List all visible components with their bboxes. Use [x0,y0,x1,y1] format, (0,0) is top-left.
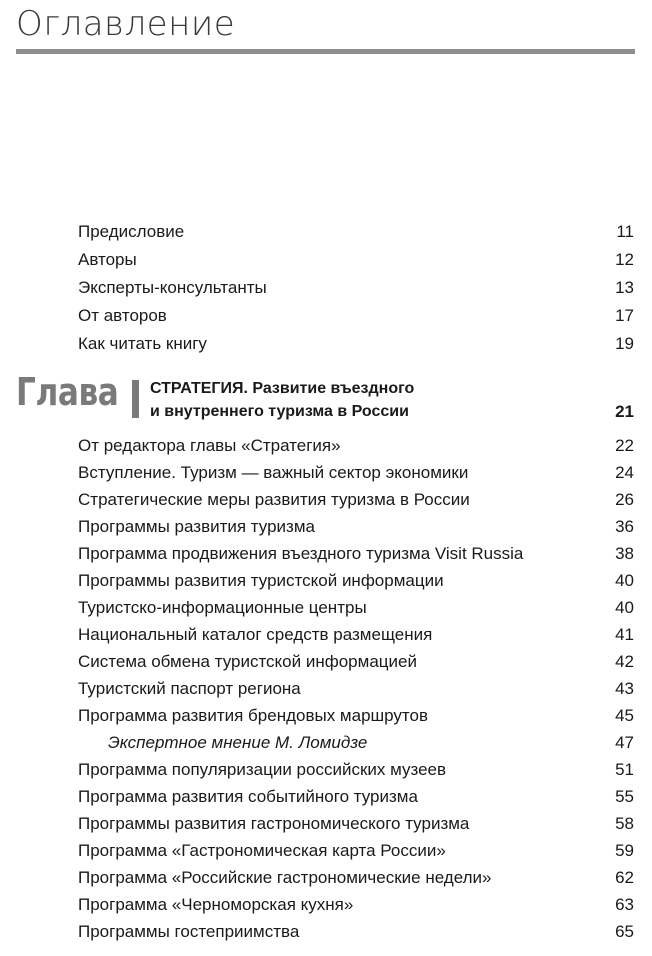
toc-entry-page: 26 [615,490,634,509]
toc-entry-page: 65 [615,922,634,941]
toc-entry[interactable] [78,811,634,837]
toc-entry-page: 51 [615,760,634,779]
toc-entry-page: 40 [615,598,634,617]
toc-entry-title: Национальный каталог средств размещения [78,625,433,644]
toc-entry-title: Программы развития туристской информации [78,571,444,590]
title-divider [16,49,635,54]
toc-entry-page: 11 [616,222,634,241]
toc-entry[interactable] [78,649,634,675]
chapter-number-bar [132,380,139,418]
toc-entry-title: Программа продвижения въездного туризма Visit Russia [78,544,524,563]
page-title: Оглавление [16,4,236,44]
toc-entry-how-to-read[interactable] [78,331,634,357]
toc-entry-page: 43 [615,679,634,698]
toc-entry[interactable] [78,433,634,459]
toc-entry[interactable] [78,487,634,513]
toc-entry-page: 41 [615,625,634,644]
toc-entry-page: 59 [615,841,634,860]
toc-entry-page: 62 [615,868,634,887]
chapter-page: 21 [615,402,634,421]
chapter-title-line2: и внутреннего туризма в России [150,403,409,420]
toc-entry-page: 36 [615,517,634,536]
toc-entry-page: 13 [615,278,634,297]
toc-entry-title: Предисловие [78,222,185,241]
toc-entry[interactable] [78,919,634,945]
toc-entry-page: 40 [615,571,634,590]
toc-entry-page: 55 [615,787,634,806]
toc-entry[interactable] [78,703,634,729]
toc-entry-title: Программа «Черноморская кухня» [78,895,354,914]
chapter-title-line1: СТРАТЕГИЯ. Развитие въездного [150,380,415,397]
toc-entry[interactable] [78,595,634,621]
toc-entry-title: Стратегические меры развития туризма в России [78,490,470,509]
toc-entry[interactable] [78,622,634,648]
toc-entry-experts[interactable] [78,275,634,301]
toc-entry-title: Вступление. Туризм — важный сектор экономики [78,463,469,482]
toc-entry-title: Программы развития туризма [78,517,315,536]
toc-entry-authors[interactable] [78,247,634,273]
toc-entry-page: 38 [615,544,634,563]
toc-entry-title: Эксперты-консультанты [78,278,267,297]
toc-entry-page: 12 [615,250,634,269]
toc-entry-page: 42 [615,652,634,671]
toc-entry[interactable] [78,784,634,810]
toc-entry-page: 45 [615,706,634,725]
toc-entry-page: 22 [615,436,634,455]
toc-entry-title: Туристско-информационные центры [78,598,367,617]
toc-entry[interactable] [78,865,634,891]
toc-entry-page: 19 [615,334,634,353]
toc-entry-preface[interactable] [78,219,634,245]
chapter-label: Глава [16,370,119,414]
toc-entry-title: Как читать книгу [78,334,207,353]
toc-entry-from-authors[interactable] [78,303,634,329]
toc-entry-page: 24 [615,463,634,482]
toc-entry[interactable] [78,541,634,567]
toc-entry[interactable] [78,892,634,918]
toc-entry-expert-opinion[interactable] [78,730,634,756]
toc-entry-title: Программа «Российские гастрономические недели» [78,868,492,887]
toc-entry-page: 58 [615,814,634,833]
toc-entry-title: Программа популяризации российских музеев [78,760,447,779]
toc-entry-title: Туристский паспорт региона [78,679,301,698]
toc-entry[interactable] [78,757,634,783]
toc-entry[interactable] [78,838,634,864]
chapter-title[interactable] [150,377,414,423]
toc-entry-title: Программы развития гастрономического туризма [78,814,470,833]
toc-entry-title: Экспертное мнение М. Ломидзе [108,733,368,752]
toc-entry-page: 63 [615,895,634,914]
toc-entry-title: Система обмена туристской информацией [78,652,417,671]
toc-entry-page: 17 [615,306,634,325]
toc-entry-page: 47 [615,733,634,752]
toc-entry-title: От редактора главы «Стратегия» [78,436,341,455]
toc-entry-title: Программа развития брендовых маршрутов [78,706,429,725]
toc-entry[interactable] [78,514,634,540]
toc-entry[interactable] [78,568,634,594]
toc-entry-title: От авторов [78,306,167,325]
toc-entry-title: Программы гостеприимства [78,922,300,941]
toc-entry-title: Программа развития событийного туризма [78,787,418,806]
toc-entry-title: Авторы [78,250,137,269]
toc-entry[interactable] [78,460,634,486]
toc-entry-title: Программа «Гастрономическая карта России» [78,841,446,860]
toc-entry[interactable] [78,676,634,702]
